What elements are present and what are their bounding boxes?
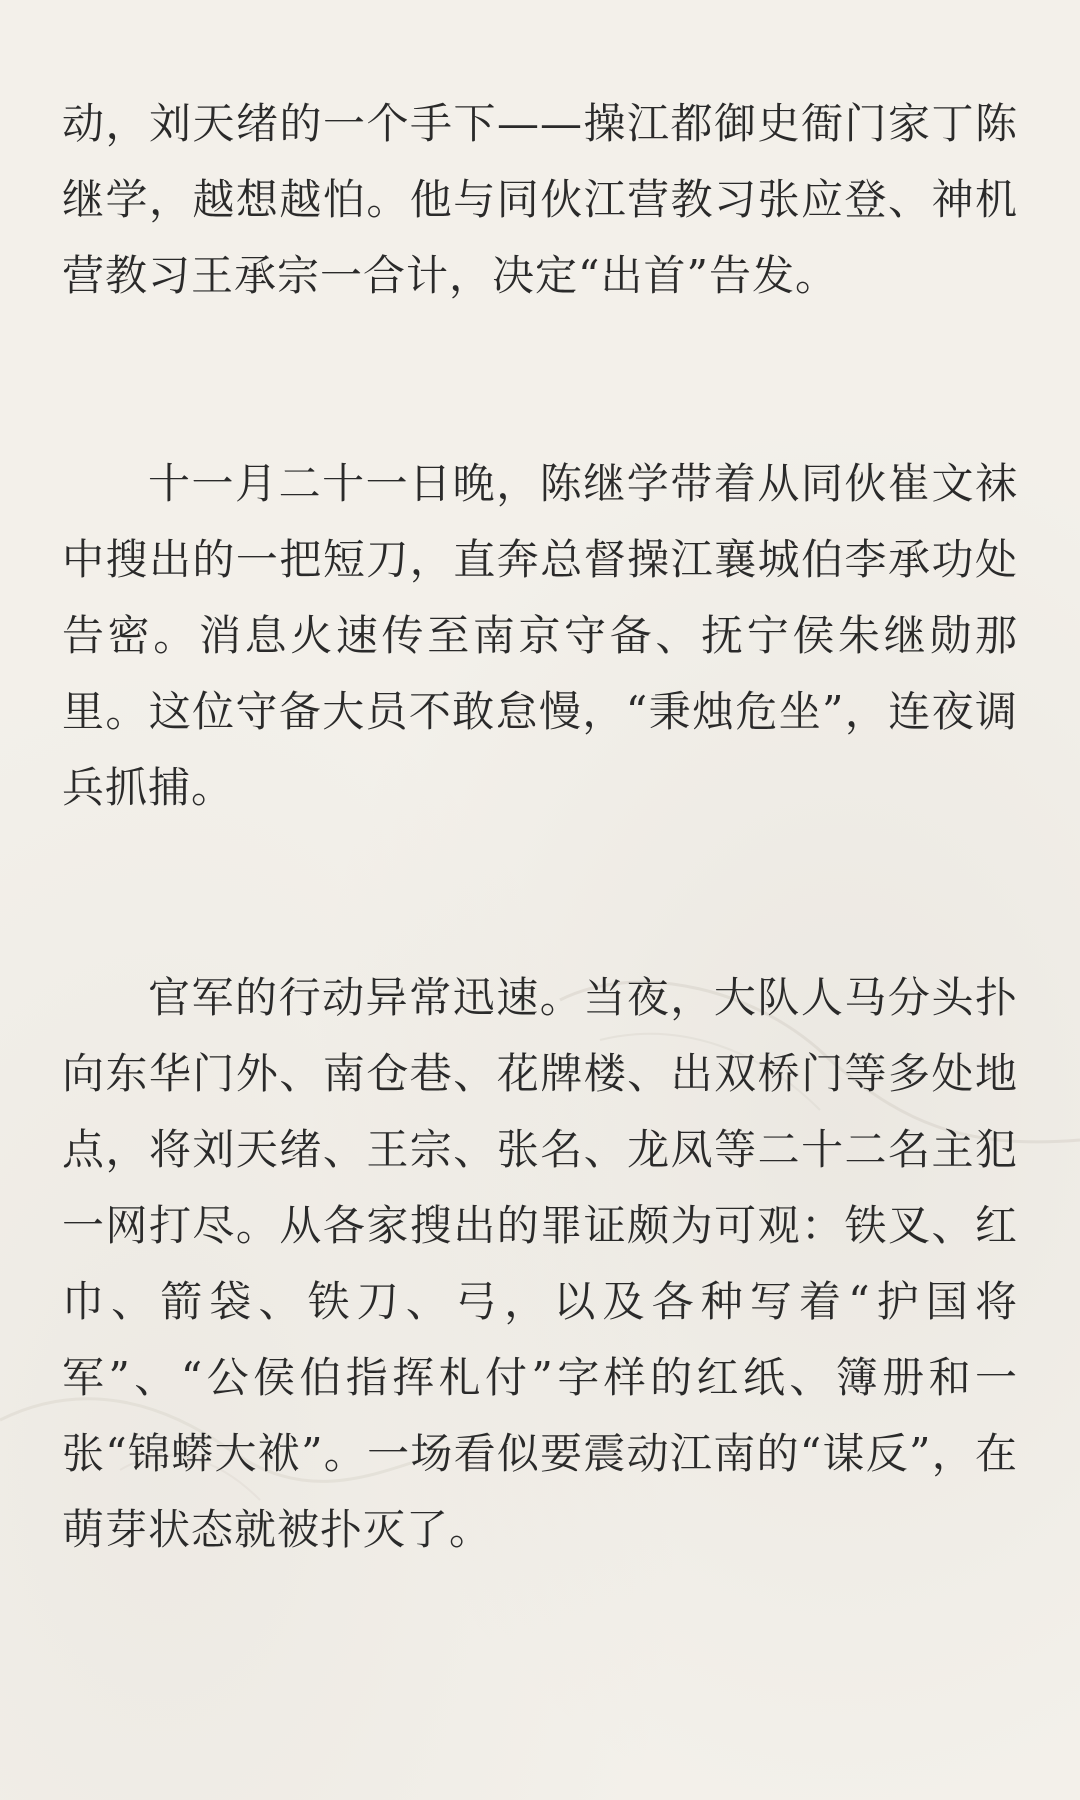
- paragraph-2: 十一月二十一日晚，陈继学带着从同伙崔文袜中搜出的一把短刀，直奔总督操江襄城伯李承功处告密。消息火速传至南京守备、抚宁侯朱继勋那里。这位守备大员不敢怠慢，“秉烛危坐”，连夜调兵抓捕。: [62, 459, 1018, 812]
- paragraph-1: 动，刘天绪的一个手下——操江都御史衙门家丁陈继学，越想越怕。他与同伙江营教习张应登、神机营教习王承宗一合计，决定“出首”告发。: [62, 99, 1018, 300]
- paragraph-3: 官军的行动异常迅速。当夜，大队人马分头扑向东华门外、南仓巷、花牌楼、出双桥门等多处地点，将刘天绪、王宗、张名、龙凤等二十二名主犯一网打尽。从各家搜出的罪证颇为可观：铁叉、红巾、箭袋、铁刀、弓，以及各种写着“护国将军”、“公侯伯指挥札付”字样的红纸、簿册和一张“锦蟒大袱”。一场看似要震动江南的“谋反”，在萌芽状态就被扑灭了。: [62, 973, 1018, 1554]
